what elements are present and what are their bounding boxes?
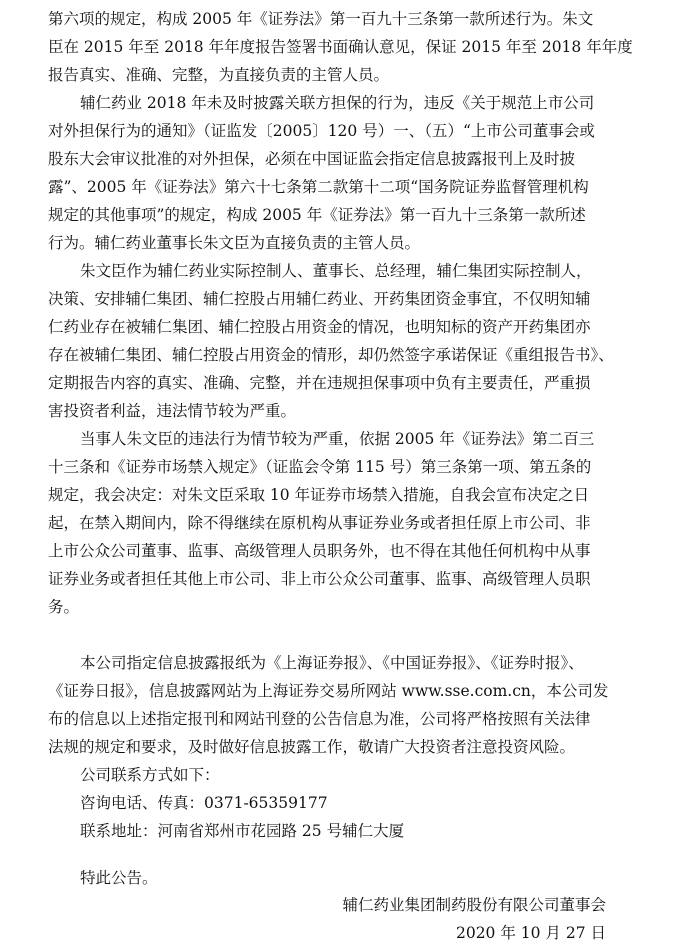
text-line: 第六项的规定，构成 2005 年《证券法》第一百九十三条第一款所述行为。朱文 (48, 10, 594, 28)
text-line: 起，在禁入期间内，除不得继续在原机构从事证券业务或者担任原上市公司、非 (48, 514, 591, 532)
text-line: 决策、安排辅仁集团、辅仁控股占用辅仁药业、开药集团资金事宜，不仅明知辅 (48, 290, 591, 308)
text-line: 露”、2005 年《证券法》第六十七条第二款第十二项“国务院证券监督管理机构 (48, 178, 589, 196)
text-line: 行为。辅仁药业董事长朱文臣为直接负责的主管人员。 (48, 234, 421, 252)
text-line: 《证券日报》，信息披露网站为上海证券交易所网站 www.sse.com.cn，本公司发 (48, 682, 609, 700)
text-line: 仁药业存在被辅仁集团、辅仁控股占用资金的情况，也明知标的资产开药集团亦 (48, 318, 591, 336)
signature-date: 2020 年 10 月 27 日 (455, 924, 606, 942)
contact-phone: 咨询电话、传真：0371-65359177 (80, 794, 328, 812)
text-line: 本公司指定信息披露报纸为《上海证券报》、《中国证券报》、《证券时报》、 (80, 654, 584, 672)
text-line: 法规的规定和要求，及时做好信息披露工作，敬请广大投资者注意投资风险。 (48, 738, 576, 756)
text-line: 害投资者利益，违法情节较为严重。 (48, 402, 297, 420)
contact-heading: 公司联系方式如下： (80, 766, 220, 784)
text-line: 股东大会审议批准的对外担保，必须在中国证监会指定信息披露报刊上及时披 (48, 150, 576, 168)
text-line: 十三条和《证券市场禁入规定》（证监会令第 115 号）第三条第一项、第五条的 (48, 458, 592, 476)
text-line: 报告真实、准确、完整，为直接负责的主管人员。 (48, 66, 390, 84)
text-line: 对外担保行为的通知》（证监发〔2005〕120 号）一、（五）“上市公司董事会或 (48, 122, 595, 140)
text-line: 上市公众公司董事、监事、高级管理人员职务外，也不得在其他任何机构中从事 (48, 542, 591, 560)
text-line: 布的信息以上述指定报刊和网站刊登的公告信息为准，公司将严格按照有关法律 (48, 710, 591, 728)
text-line: 当事人朱文臣的违法行为情节较为严重，依据 2005 年《证券法》第二百三 (80, 430, 595, 448)
text-line: 存在被辅仁集团、辅仁控股占用资金的情形，却仍然签字承诺保证《重组报告书》、 (48, 346, 614, 364)
signature-company: 辅仁药业集团制药股份有限公司董事会 (342, 896, 606, 914)
text-line: 规定的其他事项”的规定，构成 2005 年《证券法》第一百九十三条第一款所述 (48, 206, 586, 224)
text-line: 臣在 2015 年至 2018 年年度报告签署书面确认意见，保证 2015 年至 2018 年年度 (48, 38, 633, 56)
text-line: 证券业务或者担任其他上市公司、非上市公众公司董事、监事、高级管理人员职 (48, 570, 591, 588)
contact-address: 联系地址：河南省郑州市花园路 25 号辅仁大厦 (80, 822, 405, 840)
text-line: 朱文臣作为辅仁药业实际控制人、董事长、总经理，辅仁集团实际控制人， (80, 262, 592, 280)
text-line: 定期报告内容的真实、准确、完整，并在违规担保事项中负有主要责任，严重损 (48, 374, 591, 392)
text-line: 辅仁药业 2018 年未及时披露关联方担保的行为，违反《关于规范上市公司 (80, 94, 595, 112)
text-line: 务。 (48, 598, 80, 616)
closing-statement: 特此公告。 (80, 869, 158, 887)
text-line: 规定，我会决定：对朱文臣采取 10 年证券市场禁入措施，自我会宣布决定之日 (48, 486, 590, 504)
